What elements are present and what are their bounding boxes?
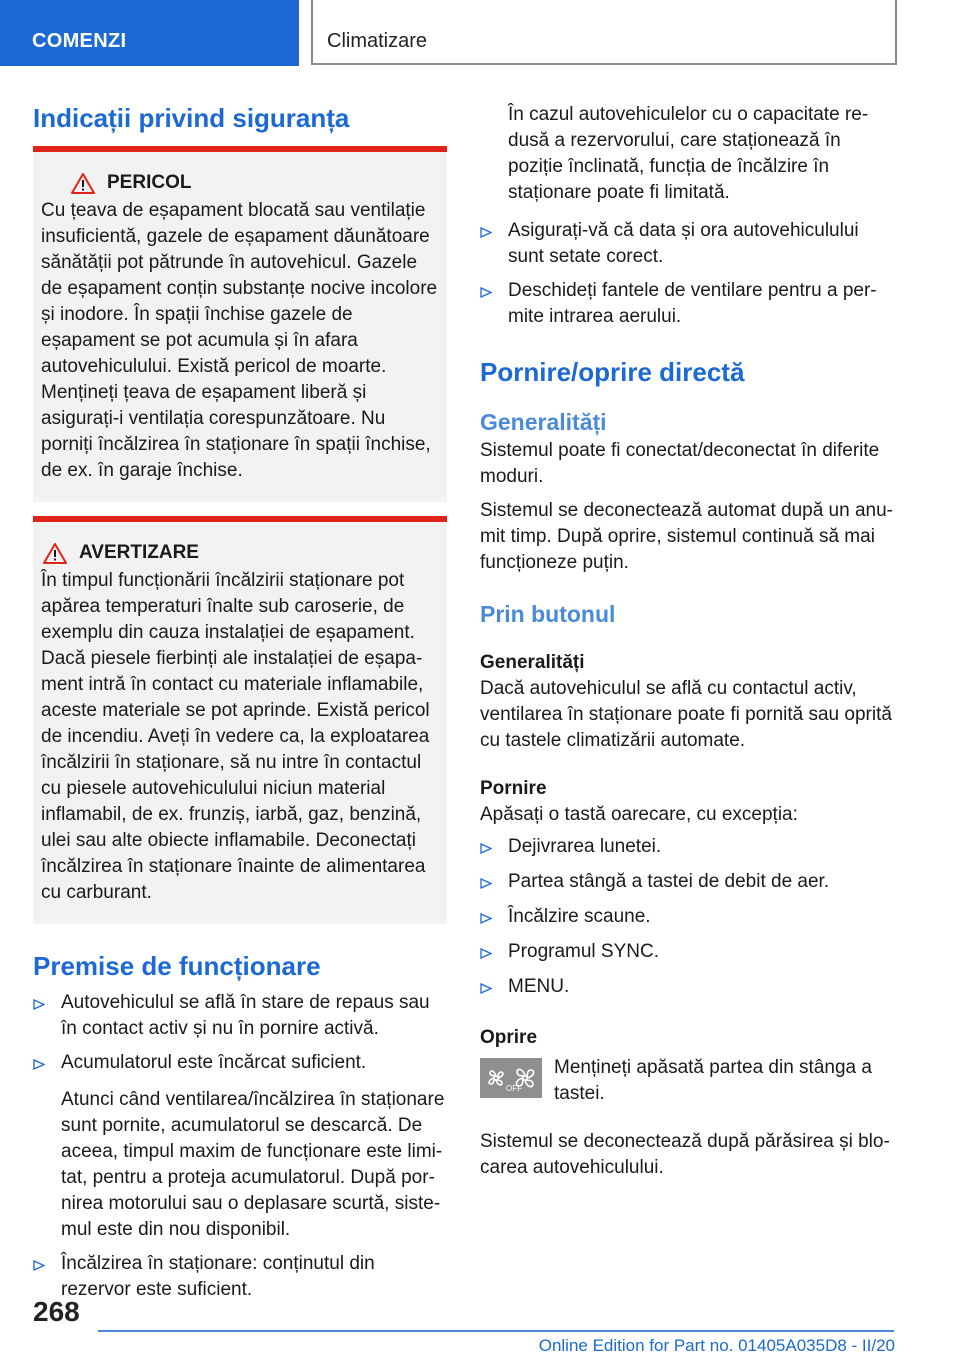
triangle-bullet-icon bbox=[480, 904, 508, 933]
list-item bbox=[480, 834, 895, 863]
danger-box bbox=[33, 146, 447, 502]
list-item-text: Autovehiculul se află în stare de repaus sau în contact activ și nu în pornire activă. bbox=[61, 992, 430, 1039]
general-paragraph-2: Sistemul se deconectează automat după un anumit timp. După oprire, sistemul continuă să mai funcționeze puțin. bbox=[480, 500, 893, 573]
off-icon-label: OFF bbox=[506, 1084, 522, 1093]
list-item-text: Acumulatorul este încărcat suficient. bbox=[61, 1052, 367, 1073]
list-item bbox=[33, 990, 447, 1042]
list-item bbox=[480, 218, 895, 270]
start-heading: Pornire bbox=[480, 778, 547, 799]
list-item bbox=[480, 974, 895, 1003]
list-item-text: MENU. bbox=[508, 976, 570, 997]
triangle-bullet-icon bbox=[480, 939, 508, 968]
triangle-bullet-icon bbox=[480, 278, 508, 330]
list-item-text: Asigurați-vă că data și ora autovehiculului sunt setate corect. bbox=[508, 220, 859, 267]
general-title: Generalități bbox=[480, 409, 607, 435]
left-column bbox=[33, 100, 447, 1303]
start-paragraph: Apăsați o tastă oarecare, cu excepția: bbox=[480, 804, 798, 825]
triangle-bullet-icon bbox=[480, 218, 508, 270]
fan-off-icon bbox=[482, 1060, 540, 1096]
list-item bbox=[480, 939, 895, 968]
page-number: 268 bbox=[33, 1296, 80, 1327]
warning-text: În timpul funcționării încălzirii staționare pot apărea temperaturi înalte sub caroserie, de exemplu din cauza instalației de eșapament. Dacă piesele fierbinți ale instalației de eșapament intră în contact cu materiale inflamabile, aceste materiale se pot aprinde. Există pericol de incendiu. Aveți în vedere ca, la exploatarea încălzirii în staționare, să nu intre în contactul cu piesele autovehiculului niciun material inflamabil, de ex. frunziș, iarbă, gaz, benzină, ulei sau alte obiecte inflamabile. Deconectați încălzirea în staționare înainte de alimentarea cu carburant. bbox=[41, 570, 430, 903]
warning-heading bbox=[41, 540, 439, 566]
right-column bbox=[480, 100, 895, 1181]
button-general-paragraph: Dacă autovehiculul se află cu contactul activ, ventilarea în staționare poate fi pornită sau oprită cu tastele climatizării automate. bbox=[480, 678, 892, 751]
section-tab bbox=[0, 0, 299, 66]
footer-divider bbox=[98, 1330, 894, 1332]
button-title: Prin butonul bbox=[480, 601, 616, 627]
list-item-text: Deschideți fantele de ventilare pentru a permite intrarea aerului. bbox=[508, 280, 877, 327]
list-item bbox=[480, 278, 895, 330]
danger-label: PERICOL bbox=[107, 172, 192, 193]
list-item-text: Încălzirea în staționare: conținutul din rezervor este suficient. bbox=[61, 1253, 375, 1300]
fan-off-button-icon bbox=[480, 1058, 542, 1098]
chapter-label: Climatizare bbox=[327, 30, 428, 52]
page-header bbox=[0, 0, 960, 66]
final-paragraph: Sistemul se deconectează după părăsirea și blocarea autovehiculului. bbox=[480, 1131, 890, 1178]
triangle-bullet-icon bbox=[33, 990, 61, 1042]
continued-note: În cazul autovehiculelor cu o capacitate redusă a rezervorului, care staționează în poziție înclinată, funcția de încălzire în staționare poate fi limitată. bbox=[508, 104, 869, 203]
list-item bbox=[33, 1050, 447, 1079]
warning-box bbox=[33, 516, 447, 924]
triangle-bullet-icon bbox=[33, 1050, 61, 1079]
list-item bbox=[480, 869, 895, 898]
warning-triangle-icon bbox=[71, 173, 95, 194]
list-item-text: Programul SYNC. bbox=[508, 941, 659, 962]
danger-heading bbox=[41, 170, 439, 196]
premise-title: Premise de funcționare bbox=[33, 951, 321, 981]
stop-heading: Oprire bbox=[480, 1027, 538, 1048]
direct-title: Pornire/oprire directă bbox=[480, 357, 745, 387]
chapter-tab bbox=[311, 0, 897, 65]
warning-label: AVERTIZARE bbox=[79, 542, 199, 563]
triangle-bullet-icon bbox=[480, 974, 508, 1003]
button-general-heading: Generalități bbox=[480, 652, 585, 673]
general-paragraph-1: Sistemul poate fi conectat/deconectat în diferite moduri. bbox=[480, 440, 880, 487]
edition-note: Online Edition for Part no. 01405A035D8 - II/20 bbox=[538, 1336, 895, 1355]
premise-note: Atunci când ventilarea/încălzirea în staționare sunt pornite, acumulatorul se descarcă. De aceea, timpul maxim de funcționare este limitat, pentru a proteja acumulatorul. După pornirea motorului sau o deplasare scurtă, sistemul este din nou disponibil. bbox=[61, 1089, 445, 1240]
triangle-bullet-icon bbox=[480, 834, 508, 863]
list-item bbox=[33, 1251, 447, 1303]
list-item-text: Încălzire scaune. bbox=[508, 906, 651, 927]
safety-title: Indicații privind siguranța bbox=[33, 103, 350, 133]
list-item-text: Partea stângă a tastei de debit de aer. bbox=[508, 871, 830, 892]
stop-instruction bbox=[480, 1055, 895, 1107]
stop-paragraph: Mențineți apăsată partea din stânga a tastei. bbox=[554, 1057, 872, 1104]
section-label: COMENZI bbox=[32, 30, 127, 52]
warning-triangle-icon bbox=[43, 543, 67, 564]
list-item-text: Dejivrarea lunetei. bbox=[508, 836, 662, 857]
danger-text: Cu țeava de eșapament blocată sau ventilație insuficientă, gazele de eșapament dăunătoare sănătății pot pătrunde în autovehicul. Gazele de eșapament conțin substanțe nocive incolore și inodore. În spații închise gazele de eșapament se pot acumula și în afara autovehiculului. Există pericol de moarte. Mențineți țeava de eșapament liberă și asigurați-i ventilația corespunzătoare. Nu porniți încălzirea în staționare în spații închise, de ex. în garaje închise. bbox=[41, 200, 438, 481]
list-item bbox=[480, 904, 895, 933]
triangle-bullet-icon bbox=[480, 869, 508, 898]
